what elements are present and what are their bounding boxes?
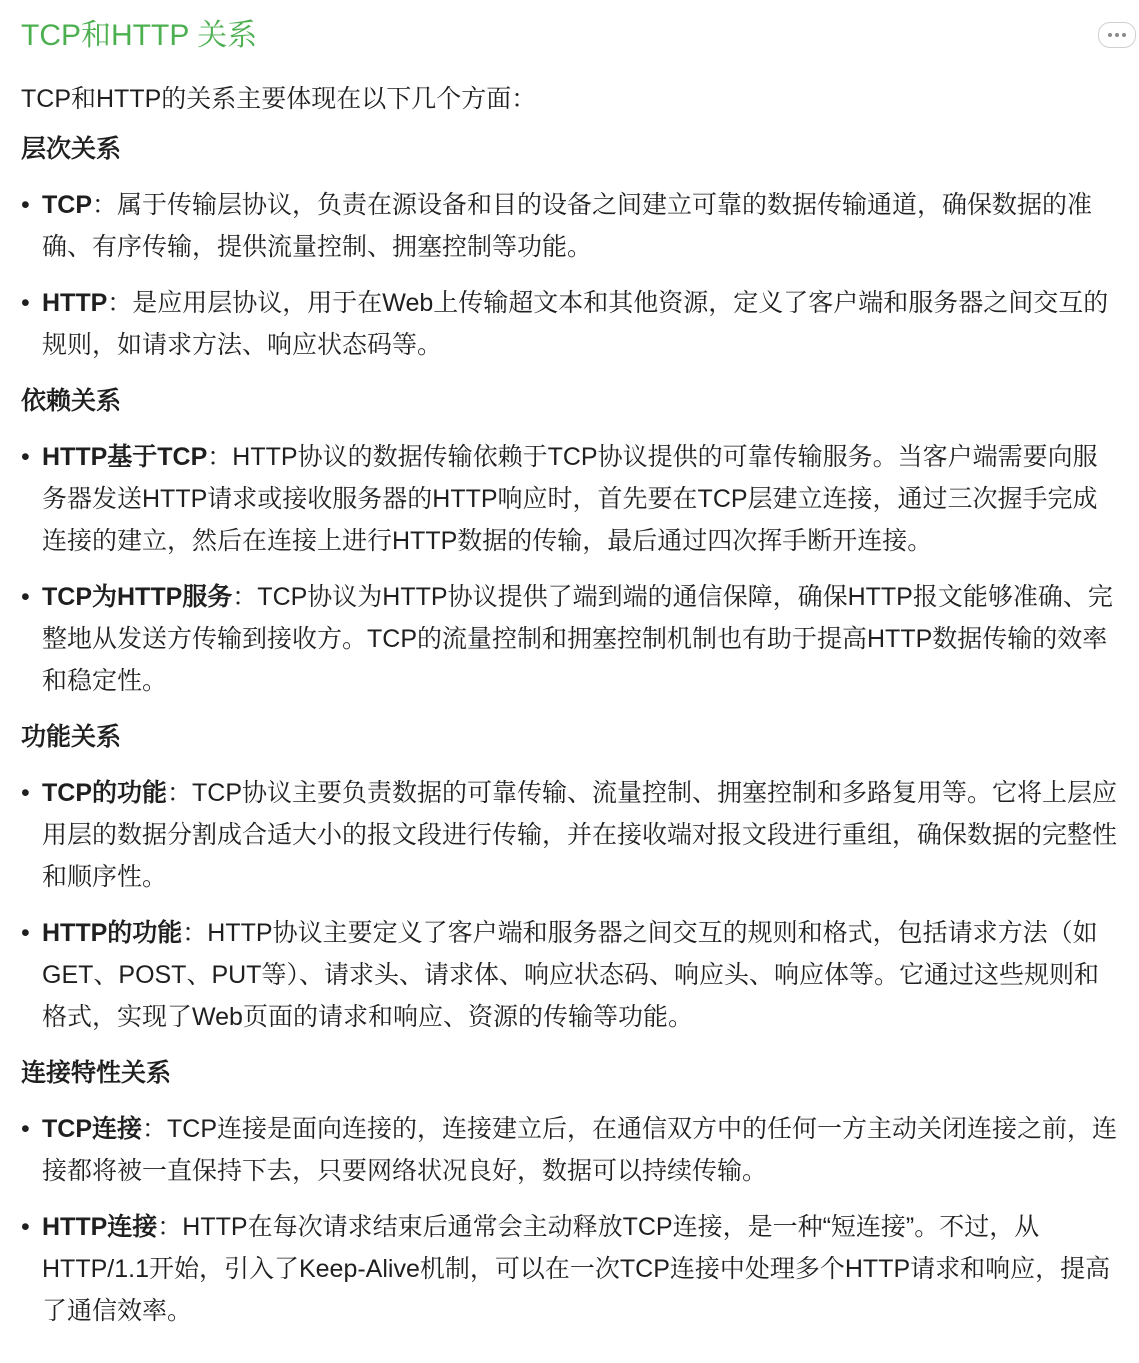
item-text: TCP协议主要负责数据的可靠传输、流量控制、拥塞控制和多路复用等。它将上层应用层的数据分割成合适大小的报文段进行传输，并在接收端对报文段进行重组，确保数据的完整性和顺序性。 — [42, 779, 1118, 891]
item-separator: ： — [107, 289, 133, 317]
bullet-icon: • — [21, 289, 30, 317]
ellipsis-icon — [1122, 33, 1126, 37]
ellipsis-icon — [1108, 33, 1112, 37]
intro-paragraph: TCP和HTTP的关系主要体现在以下几个方面： — [21, 85, 537, 113]
list-item — [21, 912, 1119, 1038]
item-separator: ： — [92, 191, 118, 219]
sections — [21, 128, 1119, 1332]
section-heading: 层次关系 — [21, 135, 122, 163]
bullet-icon: • — [21, 779, 30, 807]
page-title: TCP和HTTP 关系 — [21, 19, 258, 52]
list-item — [21, 436, 1119, 562]
list-item — [21, 772, 1119, 898]
item-separator: ： — [157, 1213, 183, 1241]
item-text: TCP协议为HTTP协议提供了端到端的通信保障，确保HTTP报文能够准确、完整地从发送方传输到接收方。TCP的流量控制和拥塞控制机制也有助于提高HTTP数据传输的效率和稳定性。 — [42, 583, 1113, 695]
item-text: TCP连接是面向连接的，连接建立后，在通信双方中的任何一方主动关闭连接之前，连接都将被一直保持下去，只要网络状况良好，数据可以持续传输。 — [42, 1115, 1118, 1185]
document — [21, 0, 1119, 1346]
section-heading: 依赖关系 — [21, 387, 122, 415]
item-separator: ： — [182, 919, 208, 947]
item-term: HTTP连接 — [42, 1213, 158, 1241]
more-options-button[interactable] — [1098, 22, 1136, 48]
item-term: TCP — [42, 191, 92, 219]
bullet-list — [21, 1108, 1119, 1332]
bullet-list — [21, 772, 1119, 1038]
item-text: HTTP协议主要定义了客户端和服务器之间交互的规则和格式，包括请求方法（如GET、POST、PUT等）、请求头、请求体、响应状态码、响应头、响应体等。它通过这些规则和格式，实现了Web页面的请求和响应、资源的传输等功能。 — [42, 919, 1099, 1031]
bullet-icon: • — [21, 191, 30, 219]
list-item — [21, 1206, 1119, 1332]
item-text: 属于传输层协议，负责在源设备和目的设备之间建立可靠的数据传输通道，确保数据的准确、有序传输，提供流量控制、拥塞控制等功能。 — [42, 191, 1093, 261]
item-separator: ： — [232, 583, 258, 611]
ellipsis-icon — [1115, 33, 1119, 37]
list-item — [21, 282, 1119, 366]
item-text: HTTP在每次请求结束后通常会主动释放TCP连接，是一种“短连接”。不过，从HTTP/1.1开始，引入了Keep-Alive机制，可以在一次TCP连接中处理多个HTTP请求和响应，提高了通信效率。 — [42, 1213, 1111, 1325]
list-item — [21, 1108, 1119, 1192]
item-text: HTTP协议的数据传输依赖于TCP协议提供的可靠传输服务。当客户端需要向服务器发送HTTP请求或接收服务器的HTTP响应时，首先要在TCP层建立连接，通过三次握手完成连接的建立，然后在连接上进行HTTP数据的传输，最后通过四次挥手断开连接。 — [42, 443, 1098, 555]
item-term: HTTP的功能 — [42, 919, 183, 947]
section-heading: 功能关系 — [21, 723, 122, 751]
bullet-list — [21, 436, 1119, 702]
item-separator: ： — [142, 1115, 168, 1143]
item-text: 是应用层协议，用于在Web上传输超文本和其他资源，定义了客户端和服务器之间交互的规则，如请求方法、响应状态码等。 — [42, 289, 1109, 359]
bullet-icon: • — [21, 443, 30, 471]
item-separator: ： — [207, 443, 233, 471]
section-heading: 连接特性关系 — [21, 1059, 172, 1087]
bullet-icon: • — [21, 583, 30, 611]
bullet-icon: • — [21, 1115, 30, 1143]
item-term: TCP为HTTP服务 — [42, 583, 233, 611]
item-separator: ： — [167, 779, 193, 807]
bullet-icon: • — [21, 919, 30, 947]
item-term: HTTP — [42, 289, 108, 317]
title-row — [21, 0, 1119, 72]
item-term: HTTP基于TCP — [42, 443, 208, 471]
bullet-list — [21, 184, 1119, 366]
list-item — [21, 576, 1119, 702]
item-term: TCP连接 — [42, 1115, 143, 1143]
bullet-icon: • — [21, 1213, 30, 1241]
list-item — [21, 184, 1119, 268]
item-term: TCP的功能 — [42, 779, 168, 807]
